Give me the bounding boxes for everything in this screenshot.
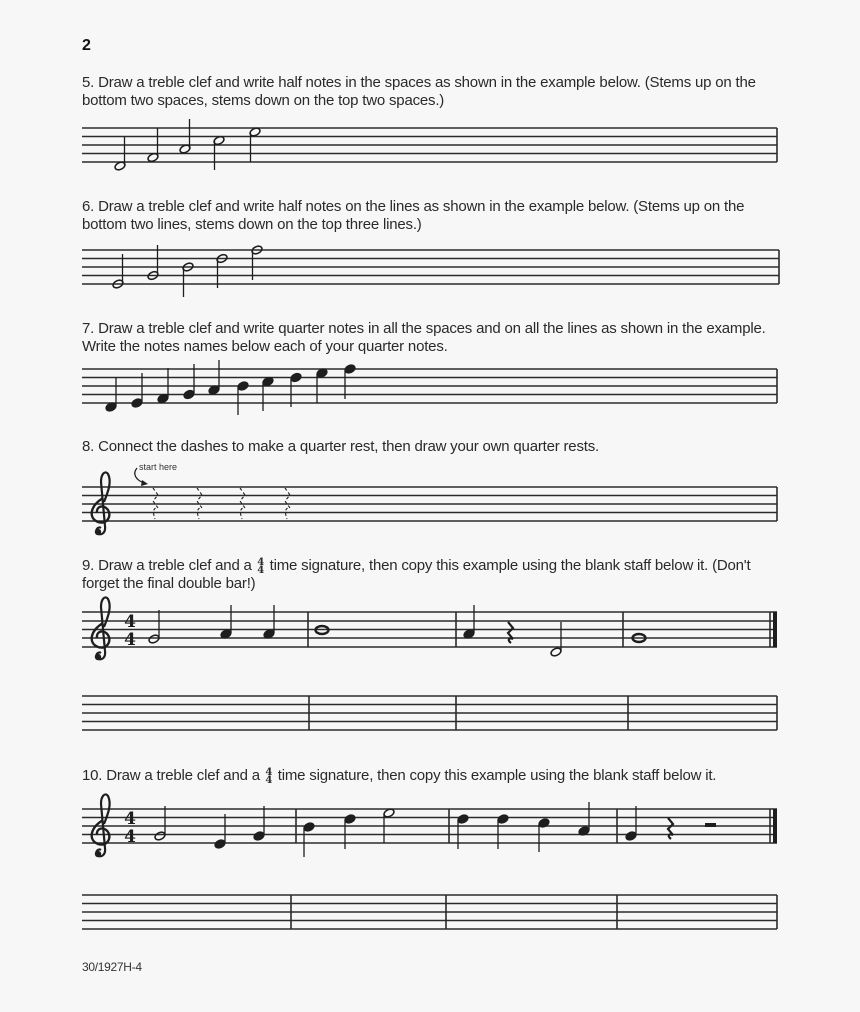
staff-exercise-10-example xyxy=(82,809,777,843)
staff-exercise-6 xyxy=(82,250,779,284)
footer-code: 30/1927H-4 xyxy=(82,960,142,974)
time-signature-inline: 4 4 xyxy=(257,557,265,576)
time-signature-inline: 4 4 xyxy=(265,767,273,786)
svg-text:4: 4 xyxy=(124,809,136,829)
staff-exercise-9-example xyxy=(82,612,777,647)
exercise-6-instructions: 6. Draw a treble clef and write half notes on the lines as shown in the example below. (Stems up on the bottom two lines, stems down on the top three lines.) xyxy=(82,198,745,233)
exercise-10-text-before: 10. Draw a treble clef and a xyxy=(82,767,260,784)
svg-text:4: 4 xyxy=(124,827,136,847)
start-here-label: start here xyxy=(139,462,178,472)
exercise-10-text-after: time signature, then copy this example using the blank staff below it. xyxy=(277,767,717,784)
staff-exercise-8 xyxy=(82,487,777,521)
exercise-7-instructions: 7. Draw a treble clef and write quarter notes in all the spaces and on all the lines as shown in the example. Write the notes names below each of your quarter notes. xyxy=(82,320,766,355)
notes-exercise-10 xyxy=(154,802,673,857)
page-number: 2 xyxy=(82,37,91,54)
notes-exercise-9 xyxy=(148,605,646,657)
blank-staff-exercise-9 xyxy=(82,696,777,730)
exercise-5-instructions: 5. Draw a treble clef and write half notes in the spaces as shown in the example below. (Stems up on the bottom two spaces, stems down on the top two spaces.) xyxy=(82,74,756,109)
exercise-9-text-before: 9. Draw a treble clef and a xyxy=(82,557,252,574)
half-rest xyxy=(705,823,716,827)
time-signature-icon xyxy=(124,612,136,650)
final-double-bar xyxy=(773,612,777,647)
svg-text:4: 4 xyxy=(124,630,136,650)
exercise-8-instructions: 8. Connect the dashes to make a quarter rest, then draw your own quarter rests. xyxy=(82,438,599,455)
final-double-bar xyxy=(773,809,777,843)
blank-staff-exercise-10 xyxy=(82,895,777,929)
time-signature-icon xyxy=(124,809,136,847)
svg-text:4: 4 xyxy=(124,612,136,632)
exercise-9-text-after: time signature, then copy this example using the blank staff below it. (Don't forget the final double bar!) xyxy=(82,557,751,592)
notes-exercise-6 xyxy=(112,245,263,297)
